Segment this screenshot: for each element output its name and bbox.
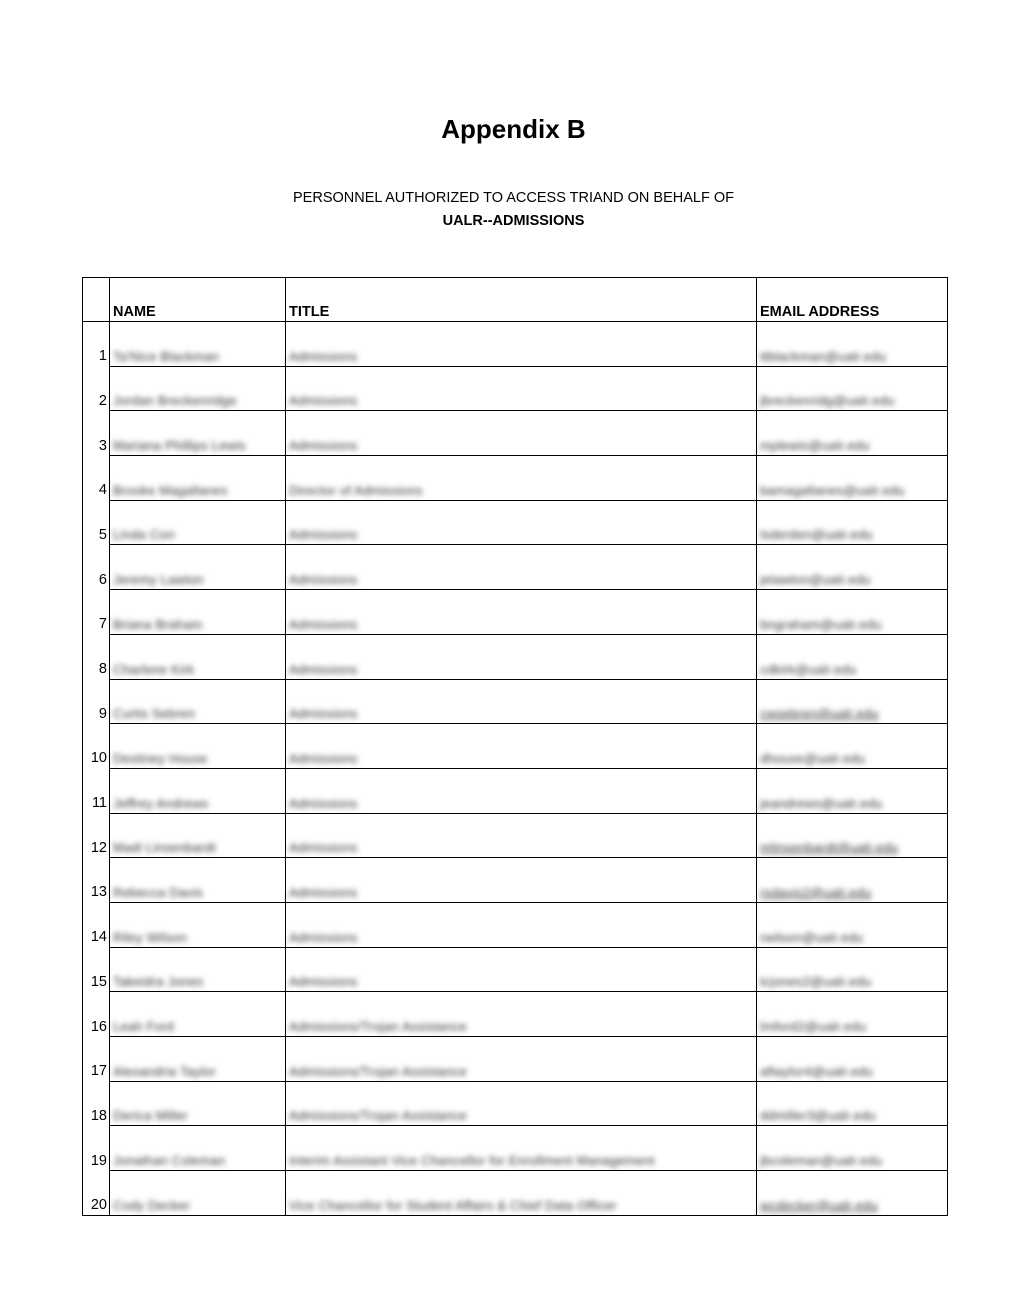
person-name: Rebecca Davis [113, 884, 204, 900]
person-title-cell [286, 366, 757, 411]
person-title-cell [286, 322, 757, 367]
person-title: Admissions [289, 438, 358, 454]
person-title-cell [286, 634, 757, 679]
row-number-cell [83, 1081, 110, 1126]
person-name: Mariana Phillips Lewis [113, 438, 247, 454]
person-email: bngraham@ualr.edu [760, 616, 882, 632]
person-title: Director of Admissions [289, 482, 423, 498]
person-title-cell [286, 1171, 757, 1216]
person-email-cell [757, 858, 948, 903]
row-number: 13 [90, 884, 107, 901]
table-row [83, 1037, 948, 1082]
person-title: Admissions [289, 795, 358, 811]
row-number: 6 [98, 571, 107, 588]
person-email-cell [757, 590, 948, 635]
row-number: 7 [98, 616, 107, 633]
row-number: 4 [98, 482, 107, 499]
person-title: Admissions [289, 527, 358, 543]
row-number-cell [83, 679, 110, 724]
table-row [83, 500, 948, 545]
person-name-cell [110, 1126, 286, 1171]
row-number-cell [83, 992, 110, 1037]
header-title: TITLE [286, 278, 757, 322]
person-name: Cody Decker [113, 1197, 191, 1213]
table-row [83, 992, 948, 1037]
person-title: Admissions/Trojan Assistance [289, 1019, 467, 1034]
row-number-cell [83, 768, 110, 813]
person-name: Curtis Sebren [113, 706, 196, 722]
row-number: 15 [90, 973, 107, 990]
person-email: jeandrews@ualr.edu [760, 795, 883, 811]
person-title: Admissions [289, 393, 358, 409]
person-email: cdkirk@ualr.edu [760, 661, 857, 677]
person-email-cell [757, 768, 948, 813]
person-email-cell [757, 545, 948, 590]
person-email: lmford2@ualr.edu [760, 1019, 867, 1034]
row-number-cell [83, 634, 110, 679]
row-number-cell [83, 456, 110, 501]
header-number [83, 278, 110, 322]
person-email-cell [757, 1171, 948, 1216]
person-name: Jordan Breckenridge [113, 393, 237, 409]
person-email: jbreckenridg@ualr.edu [760, 393, 895, 409]
row-number-cell [83, 1037, 110, 1082]
person-title: Admissions [289, 840, 358, 856]
person-title: Admissions/Trojan Assistance [289, 1108, 467, 1124]
person-title-cell [286, 679, 757, 724]
person-title: Interim Assistant Vice Chancellor for Enrollment Management [289, 1153, 655, 1169]
table-row [83, 902, 948, 947]
table-row [83, 411, 948, 456]
row-number: 18 [90, 1107, 107, 1124]
person-name-cell [110, 1171, 286, 1216]
row-number: 5 [98, 526, 107, 543]
person-title: Admissions [289, 929, 358, 945]
row-number-cell [83, 902, 110, 947]
person-name: Derica Miller [113, 1108, 188, 1124]
row-number-cell [83, 590, 110, 635]
person-name-cell [110, 590, 286, 635]
person-title-cell [286, 411, 757, 456]
person-email-cell [757, 902, 948, 947]
person-email: cwsebren@ualr.edu [760, 706, 879, 722]
row-number-cell [83, 724, 110, 769]
person-name: Brooke Magallanes [113, 482, 228, 498]
person-name-cell [110, 724, 286, 769]
row-number: 1 [98, 348, 107, 365]
document-title: Appendix B [441, 114, 586, 144]
person-title-cell [286, 813, 757, 858]
person-name-cell [110, 947, 286, 992]
person-title-cell [286, 947, 757, 992]
table-row [83, 590, 948, 635]
table-row [83, 456, 948, 501]
person-name: Riley Wilson [113, 929, 187, 945]
person-email-cell [757, 813, 948, 858]
table-row [83, 813, 948, 858]
person-email: mplewis@ualr.edu [760, 438, 870, 454]
person-email: dhouse@ualr.edu [760, 750, 866, 766]
person-name-cell [110, 634, 286, 679]
person-email: aftaylor4@ualr.edu [760, 1063, 873, 1079]
person-name-cell [110, 322, 286, 367]
person-email-cell [757, 947, 948, 992]
table-row [83, 724, 948, 769]
person-name: Jeffrey Andrews [113, 795, 209, 811]
person-email-cell [757, 322, 948, 367]
person-title-cell [286, 1037, 757, 1082]
person-title-cell [286, 545, 757, 590]
person-title-cell [286, 456, 757, 501]
person-name-cell [110, 768, 286, 813]
person-name: Charlene Kirk [113, 661, 195, 677]
person-title-cell [286, 724, 757, 769]
person-name-cell [110, 992, 286, 1037]
person-name-cell [110, 1081, 286, 1126]
person-email-cell [757, 1037, 948, 1082]
person-email-cell [757, 634, 948, 679]
personnel-table [82, 277, 948, 1216]
person-email: ddmiller3@ualr.edu [760, 1108, 876, 1124]
table-row [83, 634, 948, 679]
person-email: ttblackman@ualr.edu [760, 348, 887, 364]
row-number: 2 [98, 392, 107, 409]
row-number-cell [83, 500, 110, 545]
row-number-cell [83, 858, 110, 903]
person-name-cell [110, 411, 286, 456]
person-email-cell [757, 411, 948, 456]
table-row [83, 947, 948, 992]
person-name: Leah Ford [113, 1019, 175, 1034]
person-email: lsderden@ualr.edu [760, 527, 873, 543]
table-row [83, 545, 948, 590]
row-number: 14 [90, 929, 107, 946]
person-name-cell [110, 456, 286, 501]
row-number: 19 [90, 1152, 107, 1169]
person-email: bamagallanes@ualr.edu [760, 482, 905, 498]
person-title: Admissions [289, 706, 358, 722]
person-name-cell [110, 813, 286, 858]
row-number-cell [83, 1171, 110, 1216]
person-name-cell [110, 545, 286, 590]
person-name: Takeidra Jones [113, 974, 204, 990]
organization-name: UALR--ADMISSIONS [442, 213, 585, 229]
person-title: Admissions [289, 884, 358, 900]
table-row [83, 679, 948, 724]
person-name: Destiney House [113, 750, 208, 766]
person-title: Admissions [289, 348, 358, 364]
row-number-cell [83, 545, 110, 590]
person-email: tcjones2@ualr.edu [760, 974, 872, 990]
person-email: rsdavis2@ualr.edu [760, 884, 872, 900]
person-name: Linda Corr [113, 527, 176, 543]
person-name: Ta'Nice Blackman [113, 348, 220, 364]
row-number: 8 [98, 661, 107, 677]
person-name: Alexandria Taylor [113, 1063, 216, 1079]
person-email: jbcoleman@ualr.edu [760, 1153, 883, 1169]
person-title: Vice Chancellor for Student Affairs & Chief Data Officer [289, 1197, 617, 1213]
person-name: Jeremy Lawton [113, 572, 204, 588]
row-number: 12 [90, 839, 107, 856]
person-title-cell [286, 992, 757, 1037]
person-email-cell [757, 1126, 948, 1171]
person-email: jelawton@ualr.edu [760, 572, 871, 588]
table-row [83, 1171, 948, 1216]
row-number: 11 [91, 795, 107, 812]
row-number-cell [83, 813, 110, 858]
person-title-cell [286, 500, 757, 545]
person-name: Briana Braham [113, 616, 203, 632]
person-email: mlinsenbardt@ualr.edu [760, 840, 899, 856]
person-name-cell [110, 500, 286, 545]
person-title: Admissions/Trojan Assistance [289, 1063, 467, 1079]
person-title: Admissions [289, 661, 358, 677]
row-number-cell [83, 947, 110, 992]
table-row [83, 858, 948, 903]
table-row [83, 366, 948, 411]
person-email: rwilson@ualr.edu [760, 929, 864, 945]
person-email-cell [757, 724, 948, 769]
table-row [83, 1126, 948, 1171]
person-title: Admissions [289, 572, 358, 588]
person-title-cell [286, 768, 757, 813]
person-email-cell [757, 500, 948, 545]
table-body [83, 322, 948, 1216]
row-number: 16 [90, 1018, 107, 1035]
person-title-cell [286, 858, 757, 903]
person-name: Madi Linsenbardt [113, 840, 216, 856]
person-email: wcdecker@ualr.edu [760, 1197, 878, 1213]
row-number: 9 [98, 705, 107, 722]
person-name-cell [110, 902, 286, 947]
document-subtitle: PERSONNEL AUTHORIZED TO ACCESS TRIAND ON BEHALF OF [293, 190, 734, 206]
person-title: Admissions [289, 974, 358, 990]
table-header-row [83, 278, 948, 322]
header-name: NAME [110, 278, 286, 322]
row-number: 3 [98, 437, 107, 454]
person-title-cell [286, 590, 757, 635]
person-title: Admissions [289, 616, 358, 632]
person-email-cell [757, 992, 948, 1037]
row-number: 17 [90, 1063, 107, 1080]
person-name: Jonathan Coleman [113, 1153, 226, 1169]
row-number-cell [83, 366, 110, 411]
person-email-cell [757, 366, 948, 411]
person-email-cell [757, 456, 948, 501]
row-number-cell [83, 411, 110, 456]
person-name-cell [110, 366, 286, 411]
person-email-cell [757, 1081, 948, 1126]
person-email-cell [757, 679, 948, 724]
table-row [83, 322, 948, 367]
table-row [83, 1081, 948, 1126]
row-number: 20 [90, 1196, 107, 1213]
row-number: 10 [90, 750, 107, 767]
row-number-cell [83, 322, 110, 367]
person-name-cell [110, 1037, 286, 1082]
person-name-cell [110, 679, 286, 724]
table-row [83, 768, 948, 813]
person-title-cell [286, 1081, 757, 1126]
header-email: EMAIL ADDRESS [757, 278, 948, 322]
person-title: Admissions [289, 750, 358, 766]
row-number-cell [83, 1126, 110, 1171]
person-name-cell [110, 858, 286, 903]
person-title-cell [286, 902, 757, 947]
person-title-cell [286, 1126, 757, 1171]
